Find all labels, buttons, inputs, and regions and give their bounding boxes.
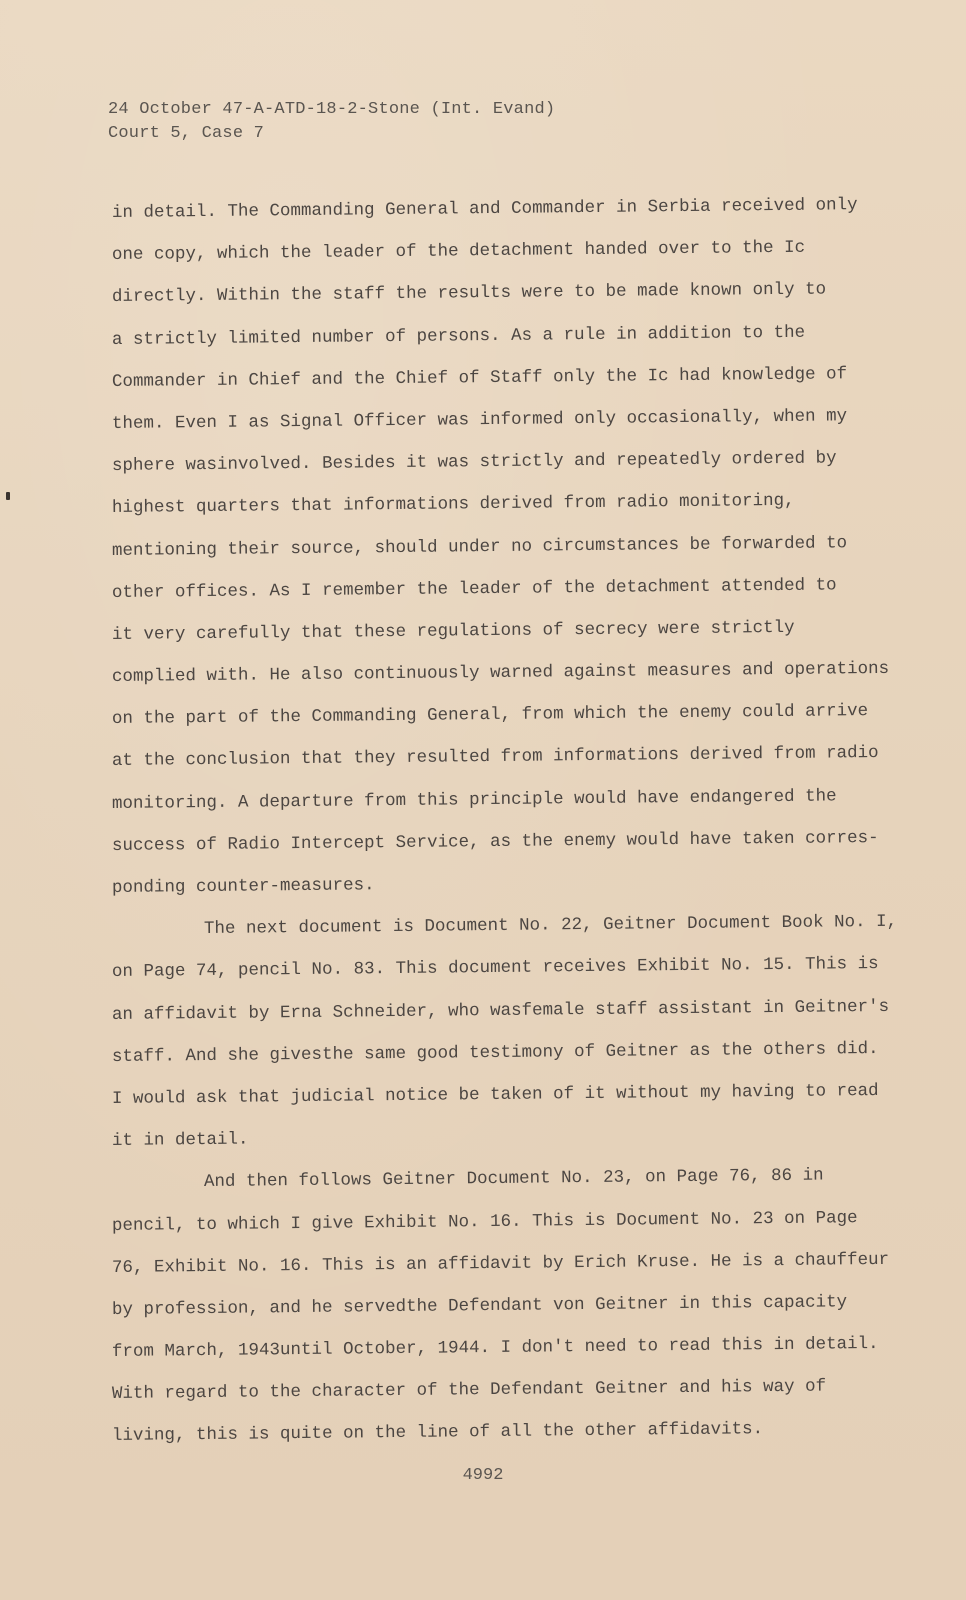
text-line: an affidavit by Erna Schneider, who wasfemale staff assistant in Geitner's (111, 996, 890, 1025)
text-line: pencil, to which I give Exhibit No. 16. This is Document No. 23 on Page (111, 1207, 858, 1236)
text-line: in detail. The Commanding General and Commander in Serbia received only (111, 195, 858, 223)
text-line: monitoring. A departure from this principle would have endangered the (111, 786, 837, 814)
text-line: Commander in Chief and the Chief of Staff only the Ic had knowledge of (111, 364, 848, 392)
text-line: success of Radio Intercept Service, as the enemy would have taken corres- (111, 827, 879, 856)
text-line: ponding counter-measures. (111, 875, 375, 898)
text-line: on Page 74, pencil No. 83. This document receives Exhibit No. 15. This is (111, 954, 879, 983)
text-line: them. Even I as Signal Officer was informed only occasionally, when my (111, 406, 848, 434)
document-header (108, 98, 555, 146)
text-line: it very carefully that these regulations of secrecy were strictly (111, 617, 795, 645)
paragraph (112, 192, 902, 909)
text-line: I would ask that judicial notice be taken of it without my having to read (111, 1080, 879, 1109)
page-number: 4992 (462, 1466, 504, 1485)
text-line: And then follows Geitner Document No. 23, on Page 76, 86 in (203, 1165, 824, 1193)
paragraph (112, 909, 902, 1162)
text-line: at the conclusion that they resulted from informations derived from radio (111, 743, 879, 772)
header-line-court-case: Court 5, Case 7 (108, 124, 265, 143)
edge-mark (6, 492, 10, 500)
text-line: by profession, and he servedthe Defendant von Geitner in this capacity (111, 1292, 848, 1320)
text-line: With regard to the character of the Defendant Geitner and his way of (111, 1376, 827, 1405)
document-body (112, 192, 902, 1458)
text-line: sphere wasinvolved. Besides it was strictly and repeatedly ordered by (111, 448, 837, 477)
header-line-date-reference: 24 October 47-A-ATD-18-2-Stone (Int. Evand) (108, 100, 556, 119)
text-line: staff. And she givesthe same good testimony of Geitner as the others did. (111, 1038, 879, 1067)
text-line: it in detail. (111, 1129, 249, 1152)
text-line: one copy, which the leader of the detachment handed over to the Ic (111, 237, 806, 266)
text-line: directly. Within the staff the results were to be made known only to (111, 279, 827, 308)
text-line: The next document is Document No. 22, Geitner Document Book No. I, (203, 911, 898, 940)
text-line: living, this is quite on the line of all the other affidavits. (111, 1419, 764, 1447)
text-line: a strictly limited number of persons. As a rule in addition to the (111, 322, 806, 350)
text-line: highest quarters that informations derived from radio monitoring, (111, 491, 795, 519)
text-line: other offices. As I remember the leader of the detachment attended to (111, 575, 837, 603)
text-line: from March, 1943until October, 1944. I don't need to read this in detail. (111, 1334, 879, 1363)
text-line: on the part of the Commanding General, from which the enemy could arrive (111, 701, 869, 730)
text-line: complied with. He also continuously warned against measures and operations (111, 658, 890, 688)
paragraph (112, 1162, 902, 1457)
text-line: mentioning their source, should under no circumstances be forwarded to (111, 532, 848, 561)
text-line: 76, Exhibit No. 16. This is an affidavit by Erich Kruse. He is a chauffeur (111, 1249, 890, 1278)
